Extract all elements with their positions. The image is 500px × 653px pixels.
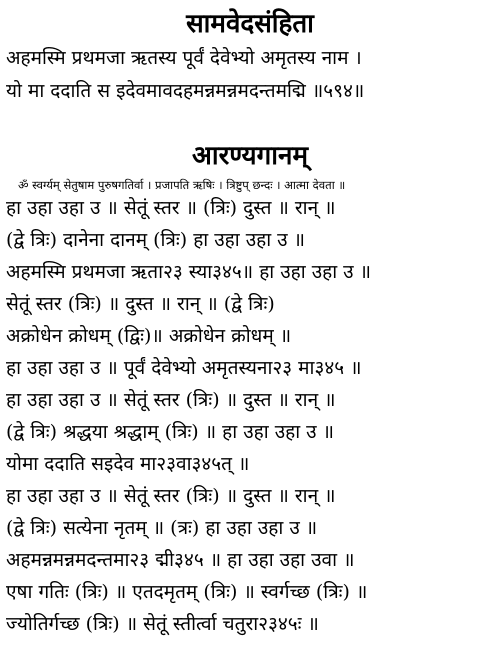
chant-line: हा उहा उहा उ ॥ सेतूं स्तर (त्रिः) ॥ दुस्त ॥ रान् ॥: [6, 389, 336, 411]
samaveda-samhita-title: सामवेदसंहिता: [186, 9, 314, 39]
chant-line: (द्वे त्रिः) सत्येना नृतम् ॥ (त्रः) हा उहा उहा उ ॥: [6, 517, 318, 539]
chant-line: (द्वे त्रिः) श्रद्धया श्रद्धाम् (त्रिः) ॥ हा उहा उहा उ ॥: [6, 421, 334, 443]
verse-line: यो मा ददाति स इदेवमावदहमन्नमन्नमदन्तमद्मि ॥५९४॥: [6, 80, 365, 102]
chant-line: हा उहा उहा उ ॥ पूर्वं देवेभ्यो अमृतस्यना२३ मा३४५ ॥: [6, 357, 362, 379]
chant-line: ज्योतिर्गच्छ (त्रिः) ॥ सेतूं स्तीर्त्वा चतुरा२३४५ः ॥: [6, 613, 319, 635]
aranyaganam-title: आरण्यगानम्: [192, 141, 308, 171]
invocation-header: ॐ स्वर्ग्यम् सेतुषाम पुरुषगतिर्वा । प्रजापति ऋषिः । त्रिष्टुप् छन्दः । आत्मा देवता ॥: [18, 178, 346, 192]
chant-line: हा उहा उहा उ ॥ सेतूं स्तर ॥ (त्रिः) दुस्त ॥ रान् ॥: [6, 197, 336, 219]
chant-line: सेतूं स्तर (त्रिः) ॥ दुस्त ॥ रान् ॥ (द्वे त्रिः): [6, 293, 275, 315]
chant-line: एषा गतिः (त्रिः) ॥ एतदमृतम् (त्रिः) ॥ स्वर्गच्छ (त्रिः) ॥: [6, 581, 368, 603]
chant-line: अहमस्मि प्रथमजा ऋता२३ स्या३४५॥ हा उहा उहा उ ॥: [6, 261, 372, 283]
chant-line: अहमन्नमन्नमदन्तमा२३ द्मी३४५ ॥ हा उहा उहा उवा ॥: [6, 549, 355, 571]
verse-line: अहमस्मि प्रथमजा ऋतस्य पूर्वं देवेभ्यो अमृतस्य नाम ।: [6, 47, 362, 69]
chant-line: योमा ददाति सइदेव मा२३वा३४५त् ॥: [6, 453, 250, 475]
chant-line: अक्रोधेन क्रोधम् (द्विः)॥ अक्रोधेन क्रोधम् ॥: [6, 325, 292, 347]
chant-line: हा उहा उहा उ ॥ सेतूं स्तर (त्रिः) ॥ दुस्त ॥ रान् ॥: [6, 485, 336, 507]
chant-line: (द्वे त्रिः) दानेना दानम् (त्रिः) हा उहा उहा उ ॥: [6, 229, 306, 251]
